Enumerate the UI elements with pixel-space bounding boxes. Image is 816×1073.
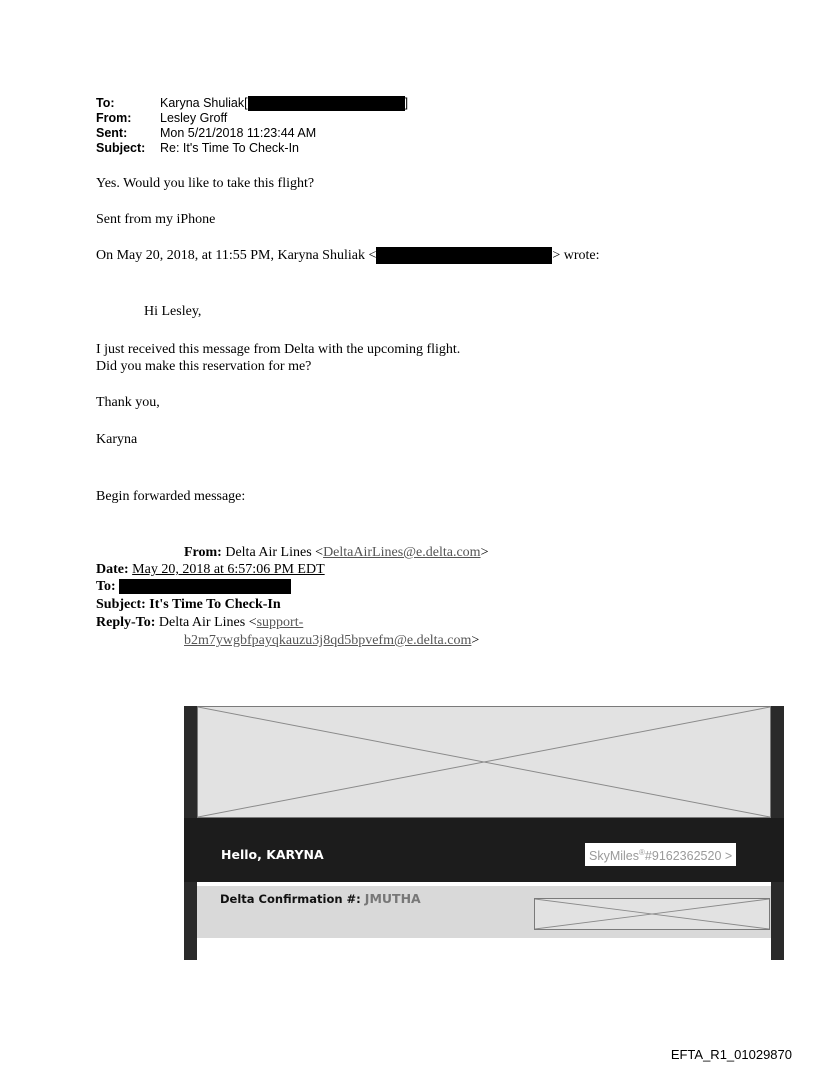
quoted-name: Karyna: [96, 432, 138, 447]
fwd-subject-row: [96, 596, 281, 613]
fwd-from-end: >: [480, 545, 489, 560]
subject-label: Subject:: [96, 141, 146, 155]
broken-image-icon: [535, 899, 769, 929]
fwd-subject-value: It's Time To Check-In: [149, 597, 281, 612]
redaction-box: [248, 96, 405, 111]
fwd-replyto-value: Delta Air Lines <: [158, 615, 257, 630]
quote-intro: [96, 247, 600, 264]
from-label: From:: [96, 111, 132, 125]
fwd-from-row: [184, 544, 488, 561]
subject-value: Re: It's Time To Check-In: [160, 141, 300, 155]
forward-note: Begin forwarded message:: [96, 489, 246, 504]
quote-intro-prefix: On May 20, 2018, at 11:55 PM, Karyna Shuliak <: [96, 248, 377, 263]
fwd-to-row: [96, 578, 291, 595]
skymiles-number: #9162362520 >: [644, 849, 733, 864]
to-label: To:: [96, 96, 115, 110]
redaction-box: [376, 247, 552, 264]
confirmation-text: [220, 891, 421, 906]
fwd-date-label: Date:: [96, 562, 129, 577]
fwd-date-value: May 20, 2018 at 6:57:06 PM EDT: [132, 562, 325, 577]
fwd-replyto-row-2: [184, 632, 479, 649]
confirmation-code: JMUTHA: [364, 891, 421, 906]
fwd-replyto-label: Reply-To:: [96, 615, 156, 630]
sent-label: Sent:: [96, 126, 128, 140]
fwd-replyto-email-link-1[interactable]: support-: [256, 615, 304, 630]
quote-intro-suffix: > wrote:: [552, 248, 600, 263]
fwd-from-email-link[interactable]: DeltaAirLines@e.delta.com: [323, 545, 481, 560]
to-value-end: ]: [404, 96, 409, 110]
reply-line: Yes. Would you like to take this flight?: [96, 176, 315, 191]
sent-value: Mon 5/21/2018 11:23:44 AM: [160, 126, 317, 140]
broken-image-icon: [198, 707, 770, 817]
fwd-replyto-row: [96, 614, 303, 631]
fwd-date-row: [96, 561, 325, 578]
fwd-to-label: To:: [96, 579, 116, 594]
fwd-replyto-end: >: [471, 633, 480, 648]
fwd-from-label: From:: [184, 545, 222, 560]
document-id: EFTA_R1_01029870: [670, 1047, 792, 1062]
delta-email-image: [184, 706, 784, 960]
redaction-box: [119, 579, 291, 594]
fwd-subject-label: Subject:: [96, 597, 146, 612]
to-name: Karyna Shuliak[: [160, 96, 248, 110]
confirmation-label: Delta Confirmation #:: [220, 892, 361, 906]
quoted-line-2: Did you make this reservation for me?: [96, 359, 312, 374]
fwd-from-value: Delta Air Lines <: [225, 545, 324, 560]
quoted-line-1: I just received this message from Delta with the upcoming flight.: [96, 342, 461, 357]
skymiles-reg: ®: [639, 848, 645, 857]
quoted-thanks: Thank you,: [96, 395, 160, 410]
to-value: [160, 96, 408, 111]
skymiles-link[interactable]: [585, 843, 736, 866]
hero-image-placeholder: [197, 706, 771, 818]
quoted-greeting: Hi Lesley,: [144, 304, 202, 319]
skymiles-label: SkyMiles: [589, 849, 640, 864]
confirmation-image-placeholder: [534, 898, 770, 930]
fwd-replyto-email-link-2[interactable]: b2m7ywgbfpayqkauzu3j8qd5bpvefm@e.delta.com: [184, 633, 472, 648]
greeting-text: Hello, KARYNA: [221, 847, 324, 862]
from-value: Lesley Groff: [160, 111, 228, 125]
reply-signature: Sent from my iPhone: [96, 212, 216, 227]
